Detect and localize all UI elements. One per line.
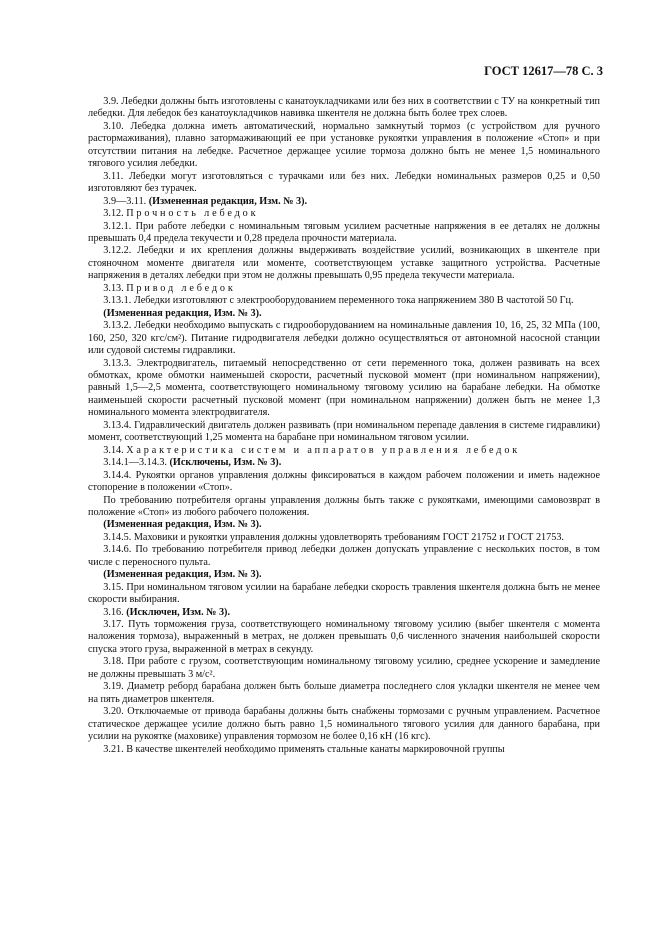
paragraph-3-15: 3.15. При номинальном тяговом усилии на барабане лебедки скорость травления шкентеля должна быть не менее скорости выбирания. [88,581,600,606]
amendment-note: (Измененная редакция, Изм. № 3). [103,569,262,581]
paragraph-3-13-4: 3.13.4. Гидравлический двигатель должен развивать (при номинальном перепаде давления в системе гидравлики) момент, соответствующий 1,25 момента на барабане при номинальном тяговом усилии. [88,419,600,444]
paragraph-3-13-1: 3.13.1. Лебедки изготовляют с электрооборудованием переменного тока напряжением 380 В частотой 50 Гц. [103,295,574,307]
paragraph-3-13-3: 3.13.3. Электродвигатель, питаемый непосредственно от сети переменного тока, должен развивать на всех обмотках, кроме обмотки наименьшей скорости, расчетный пусковой момент (при номинальном напряжении), равный 1,5—2,5 момента, соответствующего номинальному тяговому усилию на барабане лебедки. На обмотке наименьшей скорости расчетный пусковой момент (при номинальном напряжении) должен быть не менее 1,3 номинального момента электродвигателя. [88,357,600,419]
amendment-note [88,196,600,208]
paragraph-3-21: 3.21. В качестве шкентелей необходимо применять стальные канаты маркировочной группы [103,743,505,755]
section-number: 3.13. [103,282,124,294]
paragraph-3-17: 3.17. Путь торможения груза, соответствующего номинальному тяговому усилию (выбег шкентеля с момента наложения тормоза), выраженный в метрах, не должен превышать 0,6 численного значения наибольшей скорости спуска этого груза, выраженной в метрах в секунду. [88,619,600,655]
section-title: Прочность лебедок [126,208,259,220]
paragraph-3-14-4-cont: По требованию потребителя органы управления должны быть также с рукоятками, имеющими самовозврат в положение «Стоп» из любого рабочего положения. [88,494,600,518]
paragraph-3-10: 3.10. Лебедка должна иметь автоматический, нормально замкнутый тормоз (с устройством для ручного растормаживания), плавно затормаживающий ее при установке рукоятки управления в положение «Стоп» и при отсутствии питания на лебедке. Расчетное держащее усилие тормоза должно быть не менее 1,5 номинального тягового усилия лебедки. [88,120,600,170]
section-heading [88,445,600,457]
paragraph-3-14-5: 3.14.5. Маховики и рукоятки управления должны удовлетворять требованиям ГОСТ 21752 и ГОСТ 21753. [103,531,564,543]
paragraph-3-12-2: 3.12.2. Лебедки и их крепления должны выдерживать воздействие усилий, возникающих в шкентеле при стояночном моменте двигателя или моменте, соответствующем уставке защитного устройства. Расчетные напряжения в деталях лебедки при этом не должны превышать 0,95 предела текучести материала. [88,245,600,282]
section-heading [88,283,600,295]
amendment-note [88,457,600,469]
section-heading [88,208,600,220]
document-body [88,96,600,756]
clause-number: 3.16. [103,606,124,618]
section-title: Характеристика систем и аппаратов управления лебедок [126,444,521,456]
section-title: Привод лебедок [126,282,236,294]
paragraph-3-18: 3.18. При работе с грузом, соответствующим номинальному тяговому усилию, среднее ускорение и замедление не должны превышать 3 м/с². [88,656,600,680]
paragraph-3-11: 3.11. Лебедки могут изготовляться с турачками или без них. Лебедки номинальных размеров 0,25 и 0,50 изготовляют без турачек. [88,170,600,195]
paragraph-3-20: 3.20. Отключаемые от привода барабаны должны быть снабжены тормозами с ручным управлением. Расчетное статическое держащее усилие должно быть равно 1,5 номинального тягового усилия для данного барабана, при усилии на рукоятке (маховике) управления тормозом не более 0,16 кН (16 кгс). [88,706,600,743]
paragraph-3-19: 3.19. Диаметр реборд барабана должен быть больше диаметра последнего слоя укладки шкентеля не менее чем на пять диаметров шкентеля. [88,681,600,705]
paragraph-3-12-1: 3.12.1. При работе лебедки с номинальным тяговым усилием расчетные напряжения в ее деталях не должны превышать 0,4 предела текучести и 0,28 предела прочности материала. [88,220,600,244]
clause-range: 3.14.1—3.14.3. [103,457,167,469]
paragraph-3-9: 3.9. Лебедки должны быть изготовлены с канатоукладчиками или без них в соответствии с ТУ на конкретный тип лебедки. Для лебедок без канатоукладчиков навивка шкентеля не должна быть более трех слоев. [88,96,600,120]
amendment-note: (Измененная редакция, Изм. № 3). [103,307,262,319]
paragraph-3-14-6: 3.14.6. По требованию потребителя привод лебедки должен допускать управление с нескольких постов, в том числе с переносного пульта. [88,544,600,568]
amendment-text: (Исключены, Изм. № 3). [169,457,282,469]
section-number: 3.12. [103,208,124,220]
paragraph-3-14-4: 3.14.4. Рукоятки органов управления должны фиксироваться в каждом рабочем положении и иметь надежное стопорение в положении «Стоп». [88,469,600,494]
page-header: ГОСТ 12617—78 С. 3 [484,64,603,78]
amendment-text: (Измененная редакция, Изм. № 3). [148,195,308,207]
section-number: 3.14. [103,444,124,456]
amendment-note [88,607,600,619]
clause-range: 3.9—3.11. [103,195,147,207]
amendment-text: (Исключен, Изм. № 3). [126,606,230,618]
paragraph-3-13-2: 3.13.2. Лебедки необходимо выпускать с гидрооборудованием на номинальные давления 10, 16, 25, 32 МПа (100, 160, 250, 320 кгс/см²). Питание гидродвигателя лебедки должно осуществляться от автономной насосной станции или судовой системы гидравлики. [88,320,600,357]
amendment-note: (Измененная редакция, Изм. № 3). [103,519,262,531]
